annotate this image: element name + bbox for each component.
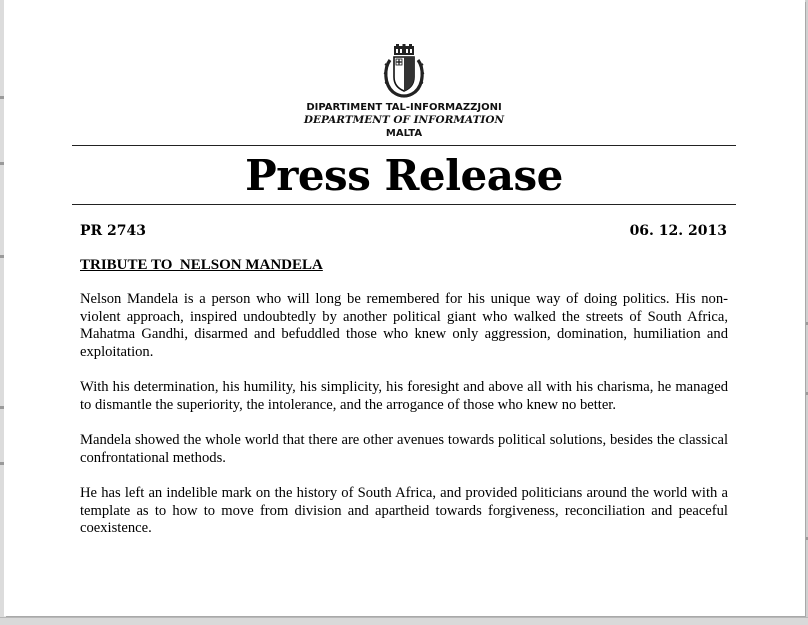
paragraph: Nelson Mandela is a person who will long be remembered for his unique way of doing politics. His non-violent approach, inspired undoubtedly by another political giant who walked the streets of South Africa, Mahatma Gandhi, disarmed and befuddled those who knew only aggression, domination, humiliation and exploitation. (80, 291, 728, 360)
country-name: MALTA (385, 128, 423, 139)
document-page (4, 0, 805, 616)
department-name-english: DEPARTMENT OF INFORMATION (303, 114, 505, 126)
department-name-maltese: DIPARTIMENT TAL-INFORMAZZJONI (306, 102, 502, 113)
paragraph: Mandela showed the whole world that there are other avenues towards political solutions, besides the classical confrontational methods. (80, 432, 728, 466)
title-rule-top (72, 145, 736, 146)
viewer-bottom-bar (0, 617, 808, 625)
department-header (204, 101, 604, 140)
subject-heading: TRIBUTE TO NELSON MANDELA (80, 257, 323, 273)
paragraph: With his determination, his humility, his simplicity, his foresight and above all with his charisma, he managed to dismantle the superiority, the intolerance, and the arrogance of those who knew no better. (80, 379, 728, 413)
press-release-number: PR 2743 (80, 223, 147, 239)
malta-coat-of-arms-icon (381, 44, 427, 100)
body-text (80, 291, 728, 556)
paragraph: He has left an indelible mark on the history of South Africa, and provided politicians around the world with a template as to how to move from division and apartheid towards forgiveness, reconciliation and peaceful coexistence. (80, 485, 728, 536)
title-rule-bottom (72, 204, 736, 205)
page-title: Press Release (245, 151, 563, 200)
press-release-date: 06. 12. 2013 (629, 223, 727, 239)
